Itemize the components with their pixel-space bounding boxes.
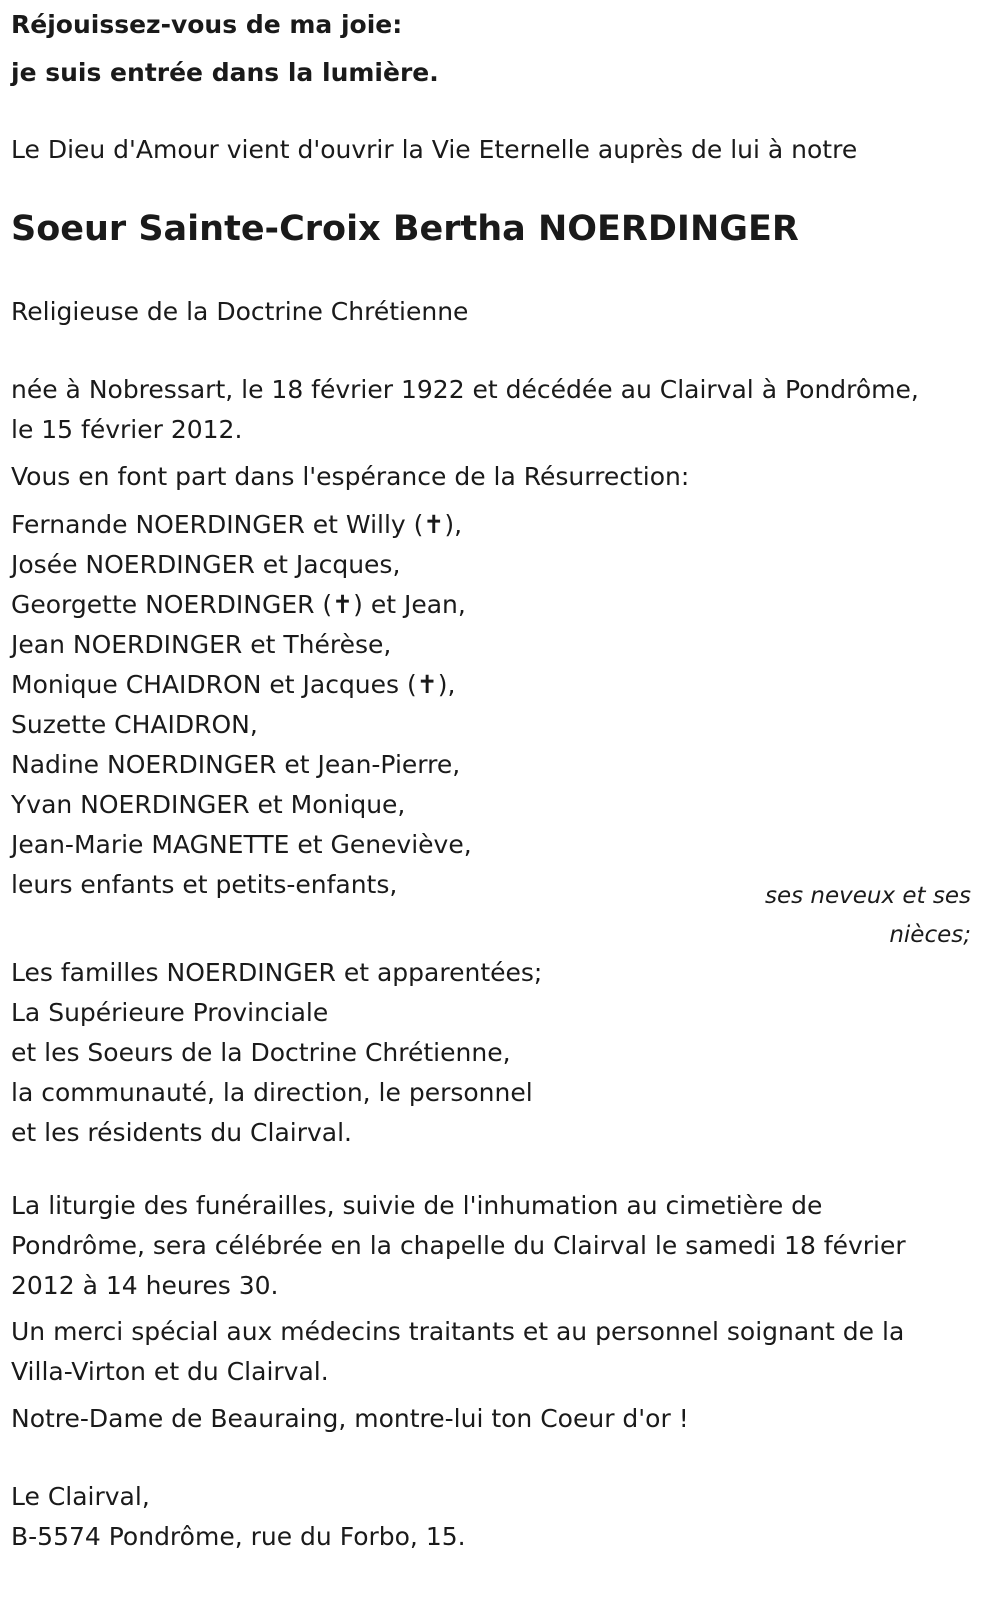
birth-death-line-1: née à Nobressart, le 18 février 1922 et décédée au Clairval à Pondrôme, — [11, 375, 919, 404]
header-line-2: je suis entrée dans la lumière. — [11, 58, 439, 87]
family-member: Suzette CHAIDRON, — [11, 710, 258, 739]
intro-line: Le Dieu d'Amour vient d'ouvrir la Vie Eternelle auprès de lui à notre — [11, 135, 858, 164]
header-line-1: Réjouissez-vous de ma joie: — [11, 10, 403, 39]
others-item: La Supérieure Provinciale — [11, 998, 329, 1027]
intro-text — [11, 130, 971, 170]
funeral-line-2: Pondrôme, sera célébrée en la chapelle du Clairval le samedi 18 février — [11, 1231, 906, 1260]
prayer — [11, 1399, 971, 1439]
page-title: Soeur Sainte-Croix Bertha NOERDINGER — [11, 209, 799, 249]
relation-line-2: nièces; — [889, 922, 971, 948]
thanks-line-2: Villa-Virton et du Clairval. — [11, 1357, 329, 1386]
family-member: leurs enfants et petits-enfants, — [11, 870, 398, 899]
relation-line-1: ses neveux et ses — [764, 883, 971, 909]
others-item: et les résidents du Clairval. — [11, 1118, 352, 1147]
family-member: Yvan NOERDINGER et Monique, — [11, 790, 406, 819]
funeral-line-3: 2012 à 14 heures 30. — [11, 1271, 279, 1300]
religious-role — [11, 292, 971, 332]
birth-death-info — [11, 370, 971, 450]
birth-death-line-2: le 15 février 2012. — [11, 415, 243, 444]
announcement — [11, 457, 971, 497]
others-item: Les familles NOERDINGER et apparentées; — [11, 958, 543, 987]
address — [11, 1477, 971, 1557]
funeral-info — [11, 1186, 971, 1306]
announce-line: Vous en font part dans l'espérance de la Résurrection: — [11, 462, 690, 491]
prayer-line: Notre-Dame de Beauraing, montre-lui ton Coeur d'or ! — [11, 1404, 689, 1433]
family-member: Josée NOERDINGER et Jacques, — [11, 550, 401, 579]
thanks-line-1: Un merci spécial aux médecins traitants et au personnel soignant de la — [11, 1317, 905, 1346]
header-quote — [11, 5, 971, 93]
address-line-1: Le Clairval, — [11, 1482, 150, 1511]
funeral-line-1: La liturgie des funérailles, suivie de l'inhumation au cimetière de — [11, 1191, 823, 1220]
family-member: Jean NOERDINGER et Thérèse, — [11, 630, 392, 659]
thanks-note — [11, 1312, 971, 1392]
deceased-name — [11, 207, 971, 251]
family-member: Jean-Marie MAGNETTE et Geneviève, — [11, 830, 472, 859]
others-list — [11, 953, 971, 1153]
others-item: la communauté, la direction, le personnel — [11, 1078, 533, 1107]
family-list — [11, 505, 971, 905]
relation-note — [11, 877, 971, 955]
role-line: Religieuse de la Doctrine Chrétienne — [11, 297, 469, 326]
family-member: Nadine NOERDINGER et Jean-Pierre, — [11, 750, 461, 779]
family-member: Monique CHAIDRON et Jacques (✝), — [11, 670, 456, 699]
address-line-2: B-5574 Pondrôme, rue du Forbo, 15. — [11, 1522, 466, 1551]
others-item: et les Soeurs de la Doctrine Chrétienne, — [11, 1038, 511, 1067]
family-member: Fernande NOERDINGER et Willy (✝), — [11, 510, 463, 539]
family-member: Georgette NOERDINGER (✝) et Jean, — [11, 590, 466, 619]
